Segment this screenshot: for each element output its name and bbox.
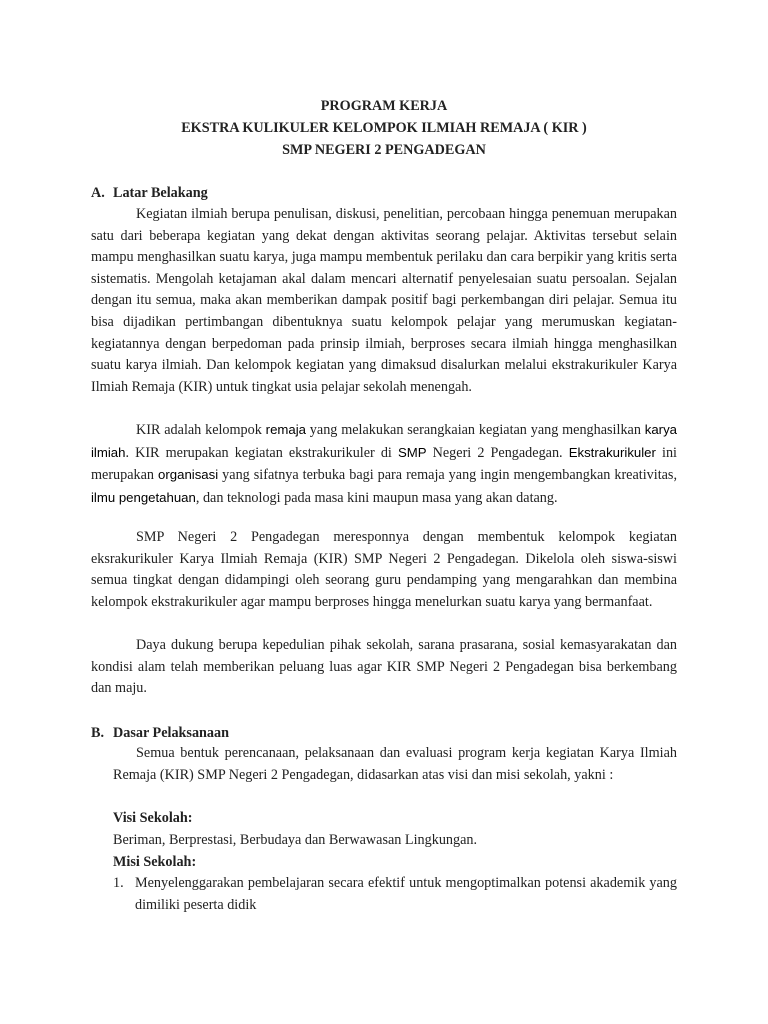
- link-ekstrakurikuler[interactable]: Ekstrakurikuler: [568, 444, 656, 460]
- link-remaja[interactable]: remaja: [265, 422, 306, 437]
- link-karya-ilmiah[interactable]: karya ilmiah: [91, 422, 677, 460]
- section-b-title: Dasar Pelaksanaan: [113, 725, 230, 741]
- paragraph-text: KIR adalah kelompok: [136, 422, 266, 438]
- paragraph-text: . KIR merupakan kegiatan ekstrakurikuler di: [125, 444, 398, 461]
- link-ilmu-pengetahuan[interactable]: ilmu pengetahuan: [91, 489, 196, 505]
- doc-title: PROGRAM KERJA: [320, 98, 448, 114]
- misi-list-item: [113, 873, 677, 916]
- section-b-paragraph-1: [113, 743, 677, 786]
- section-a-paragraph-1: [91, 204, 677, 398]
- paragraph-text: Semua bentuk perencanaan, pelaksanaan dan evaluasi program kerja kegiatan Karya Ilmiah Remaja (KIR) SMP Negeri 2 Pengadegan, didasarkan atas visi dan misi sekolah, yakni :: [113, 745, 677, 783]
- section-a-title: Latar Belakang: [113, 185, 208, 201]
- link-organisasi[interactable]: organisasi: [158, 467, 219, 483]
- list-number: 1.: [113, 875, 124, 891]
- paragraph-text: , dan teknologi pada masa kini maupun masa yang akan datang.: [195, 489, 558, 506]
- list-item-text: Menyelenggarakan pembelajaran secara efektif untuk mengoptimalkan potensi akademik yang dimiliki peserta didik: [135, 875, 677, 913]
- paragraph-text: SMP Negeri 2 Pengadegan meresponnya dengan membentuk kelompok kegiatan eksrakurikuler Karya Ilmiah Remaja (KIR) SMP Negeri 2 Pengadegan. Dikelola oleh siswa-siswi semua tingkat dengan didampingi oleh seorang guru pendamping yang mengarahkan dan membina kelompok ekstrakurikuler agar mampu berproses hingga menelurkan suatu karya yang bermanfaat.: [91, 529, 677, 610]
- paragraph-text: Kegiatan ilmiah berupa penulisan, diskusi, penelitian, percobaan hingga penemuan merupakan satu dari beberapa kegiatan yang dekat dengan aktivitas seorang pelajar. Aktivitas tersebut selain mampu menghasilkan suatu karya, juga mampu membentuk perilaku dan cara berpikir yang kritis serta sistematis. Mengolah ketajaman akal dalam mencari alternatif penyelesaian suatu persoalan. Sejalan dengan itu semua, maka akan memberikan dampak positif bagi perkembangan diri pelajar. Semua itu bisa dijadikan pertimbangan dibentuknya suatu kelompok pelajar yang merumuskan kegiatan-kegiatannya dengan berpedoman pada prinsip ilmiah, berproses secara ilmiah hingga menghasilkan suatu karya ilmiah. Dan kelompok kegiatan yang dimaksud disalurkan melalui ekstrakurikuler Karya Ilmiah Remaja (KIR) untuk tingkat usia pelajar sekolah menengah.: [91, 206, 677, 395]
- section-a-paragraph-2: [91, 419, 677, 509]
- paragraph-text: Daya dukung berupa kepedulian pihak sekolah, sarana prasarana, sosial kemasyarakatan dan kondisi alam telah memberikan peluang luas agar KIR SMP Negeri 2 Pengadegan bisa berkembang dan maju.: [91, 637, 677, 697]
- misi-label: Misi Sekolah:: [113, 854, 197, 870]
- section-b-heading: [91, 722, 229, 744]
- section-a-number: A.: [91, 185, 105, 201]
- visi-label: Visi Sekolah:: [113, 810, 193, 826]
- doc-subtitle: EKSTRA KULIKULER KELOMPOK ILMIAH REMAJA ( KIR ): [181, 120, 587, 136]
- paragraph-text: yang melakukan serangkaian kegiatan yang menghasilkan: [305, 422, 645, 438]
- section-b-number: B.: [91, 725, 105, 741]
- link-smp[interactable]: SMP: [397, 444, 427, 460]
- section-a-heading: [91, 182, 208, 204]
- section-a-paragraph-4: [91, 635, 677, 700]
- section-a-paragraph-3: [91, 527, 677, 613]
- visi-text: Beriman, Berprestasi, Berbudaya dan Berwawasan Lingkungan.: [113, 832, 478, 848]
- paragraph-text: Negeri 2 Pengadegan.: [426, 444, 569, 461]
- paragraph-text: ini merupakan: [91, 444, 677, 484]
- school-name: SMP NEGERI 2 PENGADEGAN: [282, 142, 486, 158]
- paragraph-text: yang sifatnya terbuka bagi para remaja yang ingin mengembangkan kreativitas,: [218, 467, 678, 484]
